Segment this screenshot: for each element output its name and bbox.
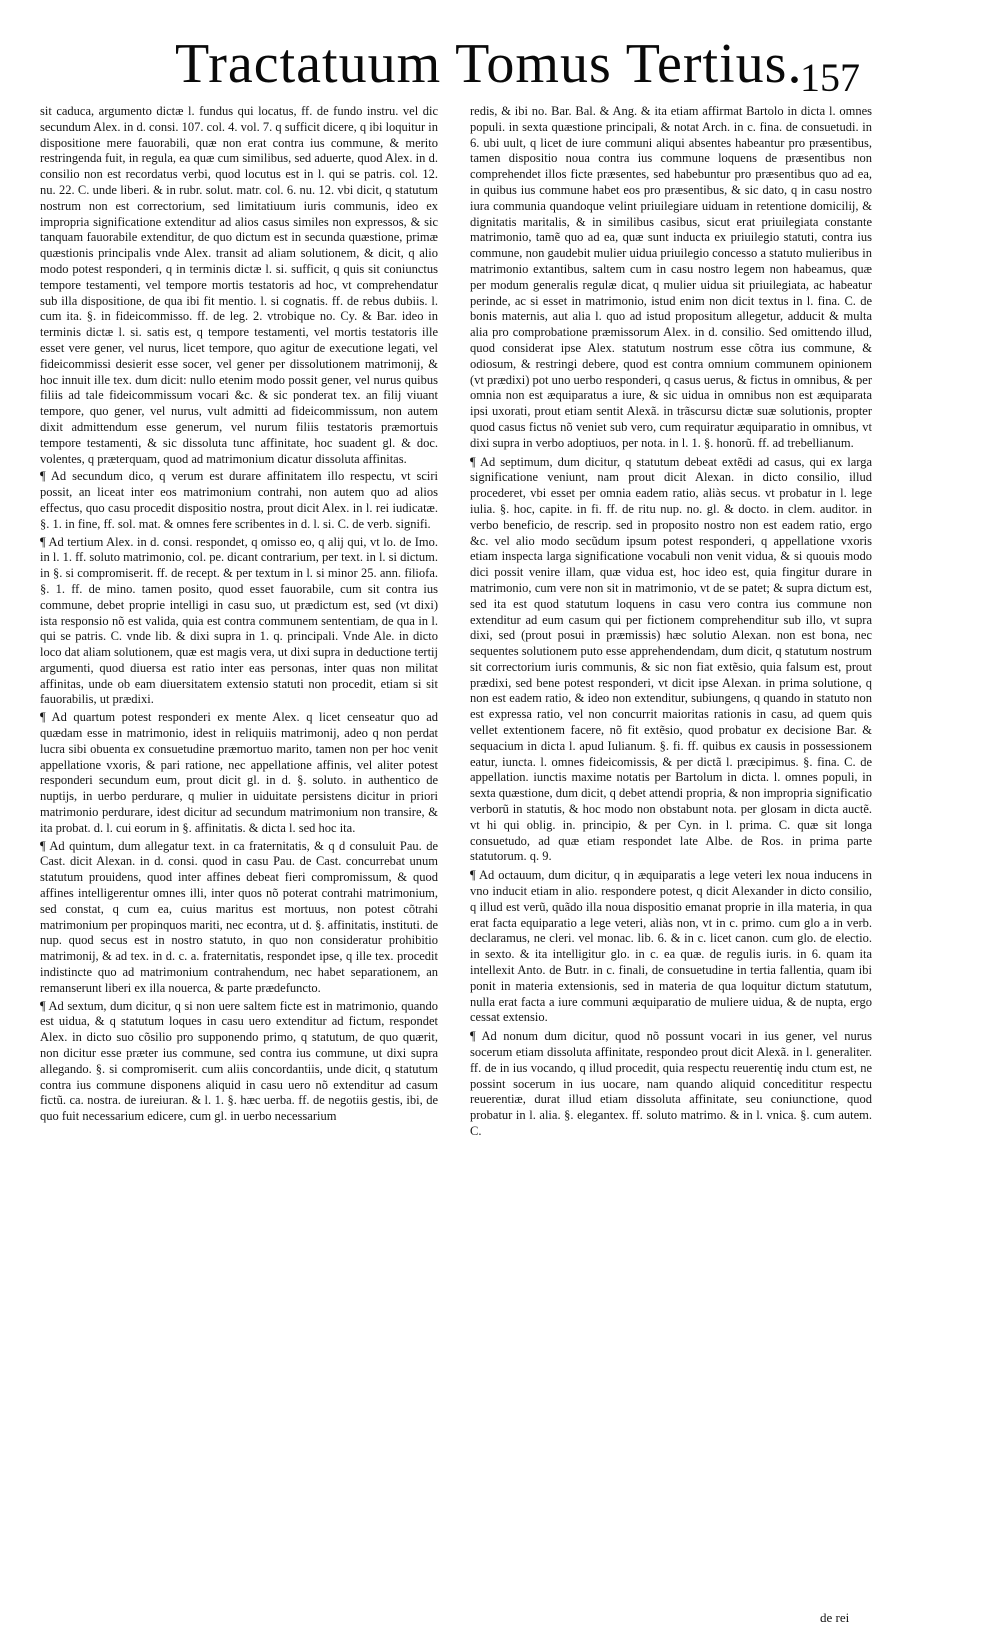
paragraph: sit caduca, argumento dictæ l. fundus qui locatus, ff. de fundo instru. vel dic secundum Alex. in d. consi. 107. col. 4. vol. 7. q sufficit dicere, q ibi loquitur in dispositione mere fauorabili, quæ non erat contra ius commune, & merito restringenda fuit, in regula, ea quæ cum similibus, sed aduerte, quod Alex. in d. consilio non est recordatus verbi, quod locutus est in l. qui se patris. col. 12. nu. 22. C. unde liberi. & in rubr. solut. matr. col. 6. nu. 12. vbi dicit, q statutum nostrum non est correctorium, sed limitatiuum iuris communis, ideo ex impropria significatione extenditur ad alios casus similes non expressos, & sic tanquam fauorabile extenditur, de quo dictum est in secunda quæstione, primæ quæstionis principalis vnde Alex. transit ad aliam solutionem, & dicit, q alio modo potest responderi, q in terminis dictæ l. si. sufficit, q quis sit coniunctus tempore testamenti, vel tempore mortis testatoris ad hoc, vt comprehendatur sub illa dispositione, de qua ibi fit mentio. l. si cognatis. ff. de rebus dubiis. l. cum ita. §. in fideicommisso. ff. de leg. 2. vtrobique no. Cy. & Bar. ideo in terminis dictæ l. si. satis est, q tempore testamenti, vel mortis testatoris ille esset vere gener, vel nurus, licet tempore, quo agitur de executione legati, vel fideicommissi desierit esse socer, vel gener per dissolutionem matrimonij, & hoc innuit ille tex. dum dicit: nullo etenim modo possit gener, vel nurus quibus filiis ad tale fideicommissum vocari &c. & sic ponderat tex. an filij viuant tempore, quo gener, vel nurus, vult admitti ad fideicommissum, non autem dixit admittendum esse generum, vel nurum filiis testatoris præmortuis tempore testamenti, & sic dissoluta tunc affinitate, hoc suadent gl. & doc. volentes, q præterquam, quod ad matrimonium dicatur dissoluta affinitas. bbox=[40, 104, 438, 466]
paragraph: ¶ Ad octauum, dum dicitur, q in æquiparatis a lege veteri lex noua inducens in vno inducit etiam in alio. respondere potest, q dicit Alexander in dicto consilio, q illud est verũ, quãdo illa noua dispositio emanat proprie in illa materia, in qua erat facta equiparatio a lege veteri, aliàs non, vt in c. primo. cum glo a in verb. declaramus, ne cleri. vel monac. lib. 6. & in c. licet canon. cum glo. de electio. in sexto. & ita intelligitur glo. in c. ea quæ. de regulis iuris. in 6. quam ita intellexit Anto. de Butr. in c. finali, de consuetudine in tertia fallentia, quam ibi ponit in materia extensionis, sed in materia de qua loquitur dictum statutum, nulla erat facta a iure communi æquiparatio de muliere uidua, & de nupta, ergo cessat extensio. bbox=[470, 868, 872, 1025]
page-number: 157 bbox=[800, 55, 860, 100]
left-column bbox=[40, 104, 438, 1127]
paragraph: ¶ Ad quartum potest responderi ex mente Alex. q licet censeatur quo ad quædam esse in matrimonio, idest in reliquiis matrimonij, adeo q non perdat lucra sibi obuenta ex consuetudine præmortuo marito, tamen non per hoc venit appellatione vxoris, & pari ratione, nec appellatione affinis, vel aliter potest responderi secundum eum, prout dicit gl. in d. §. soluto. in authentico de nuptijs, in uerbo perdurare, q mulier in uiduitate persistens dicitur in priori matrimonio perdurare, idest dicitur ad secundum matrimonium non transire, & ita probat. d. l. cui eorum in §. affinitatis. & dicta l. sed hoc ita. bbox=[40, 710, 438, 835]
catchword: de rei bbox=[820, 1610, 850, 1625]
right-column bbox=[470, 104, 872, 1143]
paragraph: ¶ Ad sextum, dum dicitur, q si non uere saltem ficte est in matrimonio, quando est uidua, & q statutum loques in casu uero extenditur ad fictum, respondet Alex. in dicto suo cõsilio pro supponendo primo, q statutum, de quo quærit, non dicitur esse præter ius commune, sed contra ius commune, ut dixi supra allegando. §. si compromiserit. cum aliis concordantiis, unde dicit, q statutum contra ius commune disponens aliquid in casu uero nõ extenditur ad casum fictũ. ca. nostra. de iureiuran. & l. 1. §. hæc uerba. ff. de negotiis gestis, ibi, de quo fuit necessarium edicere, cum gl. in uerbo necessarium bbox=[40, 998, 438, 1124]
paragraph: ¶ Ad secundum dico, q verum est durare affinitatem illo respectu, vt sciri possit, an liceat inter eos matrimonium contrahi, non autem quo ad alios effectus, quo casu procedit dispositio nostra, prout dicit Alex. in l. rei iudicatæ. §. 1. in fine, ff. sol. mat. & omnes fere scribentes in d. l. si. C. de verb. signifi. bbox=[40, 469, 438, 531]
paragraph: ¶ Ad nonum dum dicitur, quod nõ possunt vocari in ius gener, vel nurus socerum etiam dissoluta affinitate, respondeo prout dicit Alexã. in l. generaliter. ff. de in ius vocando, q illud procedit, quia respectu reuerentię indu ctum est, ne possint socerum in ius uocare, nam quando aliquid concedititur respectu reuerentiæ, durat illud etiam dissoluta affinitate, seu coniunctione, quod probatur in l. alia. §. elegantex. ff. soluto matrimo. & in l. vnica. §. cum autem. C. bbox=[470, 1029, 872, 1138]
paragraph: ¶ Ad septimum, dum dicitur, q statutum debeat extẽdi ad casus, qui ex larga significatione veniunt, nam prout dicit Alexan. in dicto consilio, illud procederet, vbi esset per omnia eadem ratio, aliàs secus. vt probatur in l. lege iulia. §. hoc, capite. in fi. ff. de ritu nup. no. gl. & docto. in clem. auditor. in verbo beneficio, de rescrip. sed in proposito nostro non est eadem ratio, ergo &c. vel alio modo secũdum ipsum potest responderi, q appellatione vxoris etiam inspecta larga significatione vocabuli non venit vidua, & si quouis modo dici possit venire illam, quæ vidua est, hoc ideo est, quia fingitur durare in matrimonio, cum vere non sit in matrimonio, vt de se patet; & supra dictum est, sed ita est quod statutum loquens in casu vero contra ius commune non extenditur ad eum casum qui per fictionem comprehenditur sub illo, vt supra dixi, sed (prout posui in præmissis) hæc solutio Alexan. non est bona, nec sequentes solutionem puto esse apprehendendam, dum dicit, q statutum nostrum sit correctorium iuris communis, & sic non fiat extẽsio, quia falsum est, prout prædixi, sed bene potest responderi, vt dicit ipse Alexan. in prima solutione, q non est eadem ratio, & ideo non extenditur, subiungens, q quando in statuto non est expressa ratio, vel non concurrit maioritas rationis in casu, ad quem quis vellet extentionem facere, nõ fit extẽsio, quod probatur ex decisione Bar. & sequacium in dicta l. apud Iulianum. §. fi. ff. quibus ex causis in possessionem eatur, iuncta. l. omnes fideicomissis, & per dictã l. præcipimus. §. fina. C. de appellation. iunctis maxime notatis per Bartolum in dicta. l. omnes populi, in sexta quæstione, dum dicit, q debet attendi propria, & non impropria significatio verborũ in statutis, & hoc modo non obstabunt nota. per glosam in dicta auctẽ. vt hi qui oblig. in. principio, & per Cyn. in l. prima. C. quæ sit longa consuetudo, ad quæ etiam respondet late Albe. de Ros. in prima parte statutorum. q. 9. bbox=[470, 454, 873, 864]
paragraph: ¶ Ad tertium Alex. in d. consi. respondet, q omisso eo, q alij qui, vt lo. de Imo. in l. 1. ff. soluto matrimonio, col. pe. dicant contrarium, per text. in l. si dictum. in §. si compromiserit. ff. de recept. & per textum in l. si minor 25. ann. filiofa. §. 1. ff. de mino. tamen posito, quod esset fauorabile, cum sit contra ius commune, debet proprie intelligi in casu suo, ut prædictum est, sed (vt dixi) ista responsio nõ est valida, quia est contra communem sententiam, de qua in l. qui se patris. C. vnde lib. & dixi supra in 1. q. principali. Vnde Ale. in dicto loco dat aliam solutionem, quæ est magis vera, ut dixi supra in deductione tertij argumenti, quod diuersa est ratio inter eas personas, inter quas non militat affinitas, unde ob eam diuersitatem extensio statuti non procedit, etiam si sit fauorabilis, ut prædixi. bbox=[40, 534, 438, 707]
paragraph: ¶ Ad quintum, dum allegatur text. in ca fraternitatis, & q d consuluit Pau. de Cast. dicit Alexan. in d. consi. quod in casu Pau. de Cast. concurrebat unum statutum prouidens, quod inter affines debeat fieri compromissum, & quod affines intelligerentur omnes illi, inter quos nõ poterat contrahi matrimonium, sed constat, q cum ea, cuius maritus est mortuus, non potest cõtrahi matrimonium per propinquos mariti, nec econtra, ut d. §. affinitatis, instituti. de nup. quod secus est in nostro statuto, in quo non consideratur prohibitio matrimonij, & ad tex. in d. c. a. fraternitatis, respondet ipse, q ille tex. procedit indistincte quo ad matrimonium contrahendum, nec habet separationem, an remanserunt liberi ex illa nouerca, & parte prædefuncto. bbox=[40, 838, 438, 995]
running-title: Tractatuum Tomus Tertius. bbox=[175, 33, 803, 95]
paragraph: redis, & ibi no. Bar. Bal. & Ang. & ita etiam affirmat Bartolo in dicta l. omnes populi. in sexta quæstione principali, & notat Arch. in c. fina. de consuetudi. in 6. ubi uult, q licet de iure communi aliqui absentes habeantur pro præsentibus, tamen dispositio noua contra ius commune loquens de præsentibus non comprehendet illos ficte præsentes, sed habebuntur pro præsentibus quo ad ea, in quibus ius commune habet eos pro præsentibus, & sic dato, q in casu nostro iura communia quandoque velint priuilegiare uiduam in retentione domicilij, & dignitatis maritalis, & in similibus casibus, sicut erat priuilegiata constante matrimonio, tamẽ quo ad ea, quæ sunt inducta ex priuilegio statuti, contra ius commune, non gaudebit mulier uidua priuilegio concesso a statuto mulieribus in matrimonio extantibus, saltem cum in casu nostro legem non habeamus, quæ per modum generalis regulæ dicat, q mulier uidua sit priuilegiata, ac habeatur perinde, ac si esset in matrimonio, istud enim non dicit textus in l. fina. C. de bonis maternis, aut alia l. quo ad istud propositum allegetur, adducit & multa alia pro comprobatione præmissorum Alex. in d. consilio. Sed omittendo illud, quod considerat ipse Alex. statutum nostrum esse cõtra ius commune, & odiosum, & restringi debere, quod est contra omnium communem opinionem (vt prædixi) pot uno uerbo responderi, q casus uerus, & fictus in omnibus, & per omnia non est æquiparatus a iure, & sic uidua in omnibus non est æquiparata ipsi uxorati, prout etiam sentit Alexã. in trãscursu dictæ suæ solutionis, propter quod casus fictus nõ veniet sub vero, cum requiratur æquiparatio in omnibus, vt dixi supra in verbo adoptiuos, per nota. in l. 1. §. honorũ. ff. ad trebellianum. bbox=[470, 104, 872, 450]
